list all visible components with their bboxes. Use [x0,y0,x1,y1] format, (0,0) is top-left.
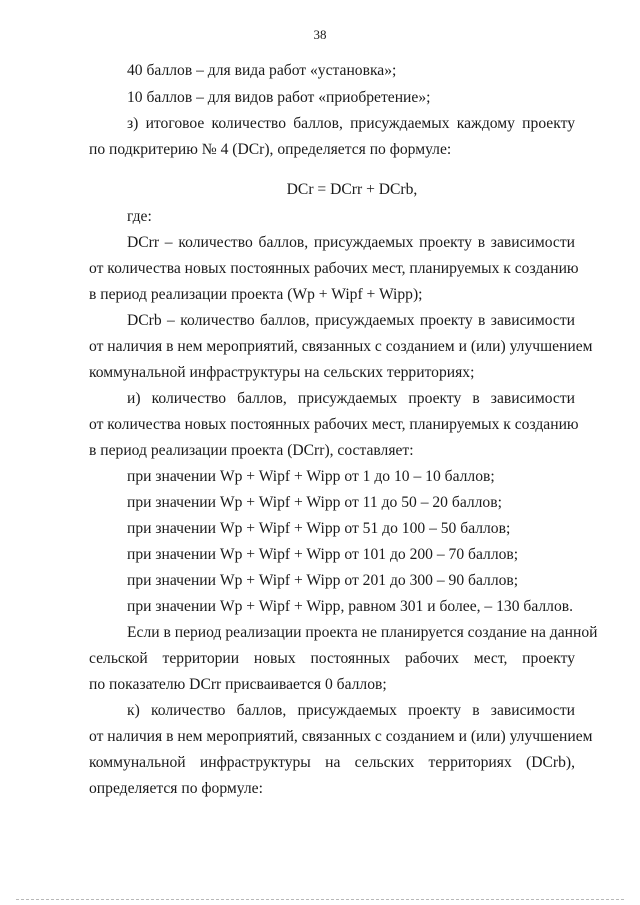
text-line: 40 баллов – для вида работ «установка»; [127,62,397,79]
list-item: при значении Wp + Wipf + Wipp от 101 до 200 – 70 баллов; [127,546,519,563]
list-item: при значении Wp + Wipf + Wipp от 1 до 10 – 10 баллов; [127,468,495,485]
text-line: в период реализации проекта (Wp + Wipf + Wipp); [89,286,423,303]
text-line: в период реализации проекта (DCrr), составляет: [89,442,414,459]
list-item: при значении Wp + Wipf + Wipp от 201 до 300 – 90 баллов; [127,572,519,589]
text-line: 10 баллов – для видов работ «приобретение»; [127,89,431,106]
page-number: 38 [313,27,327,42]
text-line: от наличия в нем мероприятий, связанных с созданием и (или) улучшением [89,728,593,745]
list-item: при значении Wp + Wipf + Wipp, равном 301 и более, – 130 баллов. [127,598,574,615]
formula: DCr = DCrr + DCrb, [286,181,418,198]
text-line: DCrr – количество баллов, присуждаемых проекту в зависимости [127,234,575,251]
text-line: по подкритерию № 4 (DCr), определяется по формуле: [89,141,452,158]
text-line: по показателю DCrr присваивается 0 баллов; [89,676,387,693]
text-line: определяется по формуле: [89,780,263,797]
text-line: от количества новых постоянных рабочих мест, планируемых к созданию [89,260,579,277]
scan-edge-divider [16,899,624,900]
text-line: к) количество баллов, присуждаемых проекту в зависимости [127,702,575,719]
text-line: коммунальной инфраструктуры на сельских территориях (DCrb), [89,754,575,771]
text-line: DCrb – количество баллов, присуждаемых проекту в зависимости [127,312,575,329]
text-line: коммунальной инфраструктуры на сельских территориях; [89,364,475,381]
text-line: сельской территории новых постоянных рабочих мест, проекту [89,650,575,667]
text-line: Если в период реализации проекта не планируется создание на данной [127,624,598,641]
text-line: от количества новых постоянных рабочих мест, планируемых к созданию [89,416,579,433]
list-item: при значении Wp + Wipf + Wipp от 51 до 100 – 50 баллов; [127,520,511,537]
text-line: от наличия в нем мероприятий, связанных с созданием и (или) улучшением [89,338,593,355]
text-line: з) итоговое количество баллов, присуждаемых каждому проекту [127,115,575,132]
text-line: где: [127,208,152,225]
text-line: и) количество баллов, присуждаемых проекту в зависимости [127,390,575,407]
list-item: при значении Wp + Wipf + Wipp от 11 до 50 – 20 баллов; [127,494,502,511]
